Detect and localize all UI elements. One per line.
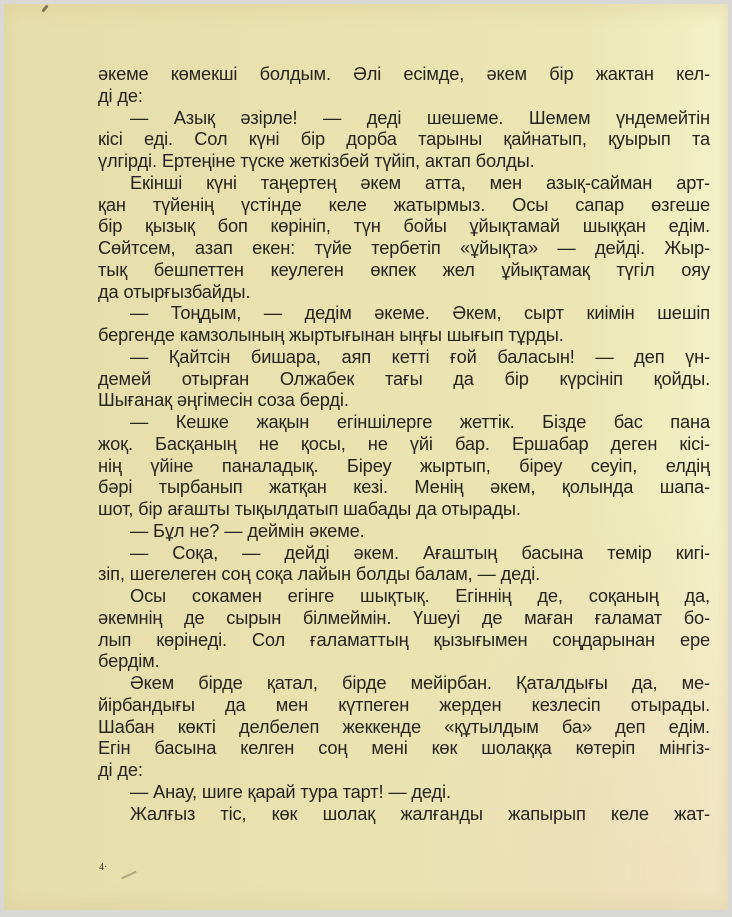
- text-line: Шығанақ әңгімесін соза берді.: [98, 389, 349, 411]
- text-line: бәрі тырбанып жатқан кезі. Менің әкем, қолында шапа-: [98, 476, 710, 498]
- text-line: жоқ. Басқаның не қосы, не үйі бар. Ершабар деген кісі-: [98, 432, 710, 454]
- book-page: [4, 4, 728, 910]
- page-number: 4·: [99, 862, 108, 873]
- text-line: демей отырған Олжабек тағы да бір күрсініп қойды.: [98, 367, 710, 389]
- text-line: йірбандығы да мен күтпеген жерден кезлесіп отырады.: [98, 693, 710, 715]
- text-line: да отырғызбайды.: [98, 280, 251, 302]
- text-line: — Анау, шиге қарай тура тарт! — деді.: [130, 780, 451, 802]
- text-line: Сөйтсем, азап екен: түйе тербетіп «ұйықта» — дейді. Жыр-: [98, 237, 710, 258]
- text-line: қан түйенің үстінде келе жатырмыз. Осы сапар өзгеше: [98, 193, 710, 215]
- text-line: — Қайтсін бишара, аяп кетті ғой баласын! — деп үн-: [130, 345, 710, 367]
- text-line: Екінші күні таңертең әкем атта, мен азық-сайман арт-: [130, 171, 710, 193]
- text-line: Осы сокамен егінге шықтық. Егіннің де, соқаның да,: [130, 585, 710, 606]
- text-line: шот, бір ағашты тықылдатып шабады да отырады.: [98, 498, 521, 519]
- text-line: кісі еді. Сол күні бір дорба тарыны қайнатып, қуырып та: [98, 128, 710, 150]
- text-line: бергенде камзолының жыртығынан ыңғы шығып тұрды.: [98, 324, 564, 345]
- text-line: Әкем бірде қатал, бірде мейірбан. Қаталдығы да, ме-: [130, 672, 710, 693]
- text-line: үлгірді. Ертеңіне түске жеткізбей түйіп, актап болды.: [98, 150, 535, 171]
- text-line: әкемнің де сырын білмеймін. Үшеуі де маған ғаламат бо-: [98, 606, 710, 628]
- ink-smudge-mark: [41, 4, 48, 12]
- text-line: ді де:: [98, 759, 143, 780]
- text-line: бір қызық боп көрініп, түн бойы ұйықтамай шыққан едім.: [98, 215, 710, 237]
- text-line: ді де:: [98, 84, 143, 106]
- text-line: нің үйіне паналадық. Біреу жыртып, біреу сеуіп, елдің: [98, 454, 710, 476]
- text-line: Егін басына келген соң мені көк шолаққа көтеріп мінгіз-: [98, 737, 710, 759]
- page-scratch-mark: [121, 871, 136, 880]
- text-line: лып көрінеді. Сол ғаламаттың қызығымен соңдарынан ере: [98, 628, 710, 650]
- text-line: — Соқа, — дейді әкем. Ағаштың басына темір кигі-: [130, 541, 710, 563]
- text-line: әкеме көмекші болдым. Әлі есімде, әкем бір жактан кел-: [98, 63, 710, 84]
- text-line: тық бешпеттен кеулеген өкпек жел ұйықтамақ түгіл ояу: [98, 258, 710, 280]
- text-line: — Азық әзірле! — деді шешеме. Шемем үндемейтін: [130, 106, 710, 128]
- text-line: — Кешке жақын егіншілерге жеттік. Бізде бас пана: [130, 411, 710, 432]
- page-body-text: [98, 63, 710, 824]
- text-line: зіп, шегелеген соң соқа лайын болды балам, — деді.: [98, 563, 541, 585]
- text-line: бердім.: [98, 650, 160, 672]
- text-line: — Бұл не? — деймін әкеме.: [130, 519, 365, 541]
- text-line: Шабан көкті делбелеп жеккенде «құтылдым ба» деп едім.: [98, 715, 710, 737]
- text-line: Жалғыз тіс, көк шолақ жалғанды жапырып келе жат-: [130, 802, 710, 824]
- text-line: — Тоңдым, — дедім әкеме. Әкем, сырт киімін шешіп: [130, 302, 710, 324]
